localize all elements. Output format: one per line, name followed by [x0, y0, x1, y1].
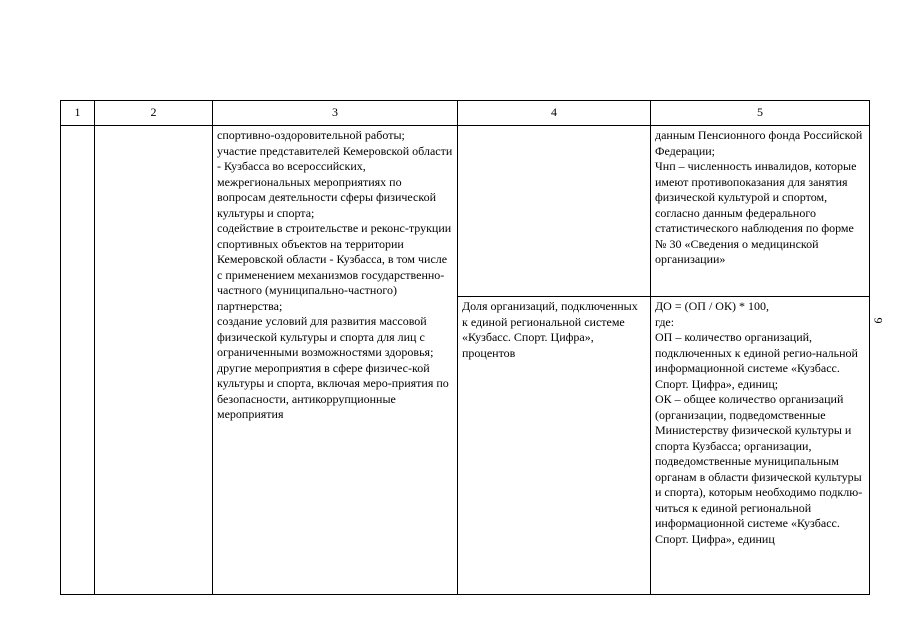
page-number: 9 [871, 317, 886, 324]
header-col-3: 3 [213, 101, 458, 126]
cell-indicator-empty [458, 126, 651, 297]
cell-activities: спортивно-оздоровительной работы; участие представителей Кемеровской области - Кузбасса во всероссийских, межрегиональных мероприятиях по вопросам деятельности сферы физической культуры и спорта; содействие в строительстве и реконс-трукции спортивных объектов на территории Кемеровской области - Кузбасса, в том числе с применением механизмов государственно-частного (муниципально-частного) партнерства; создание условий для развития массовой физической культуры и спорта для лиц с ограниченными возможностями здоровья; другие мероприятия в сфере физичес-кой культуры и спорта, включая меро-приятия по безопасности, антикоррупционные мероприятия [213, 126, 458, 595]
cell-col-1 [61, 126, 95, 595]
cell-col-2 [95, 126, 213, 595]
header-col-2: 2 [95, 101, 213, 126]
header-col-1: 1 [61, 101, 95, 126]
document-table [60, 100, 870, 595]
header-col-4: 4 [458, 101, 651, 126]
cell-indicator: Доля организаций, подключенных к единой региональной системе «Кузбасс. Спорт. Цифра», процентов [458, 297, 651, 595]
header-row [61, 101, 870, 126]
table-row [61, 126, 870, 297]
cell-method-continued: данным Пенсионного фонда Российской Федерации; Чнп – численность инвалидов, которые имеют противопоказания для занятия физической культурой и спортом, согласно данным федерального статистического наблюдения по форме № 30 «Сведения о медицинской организации» [651, 126, 870, 297]
cell-method-formula: ДО = (ОП / ОК) * 100, где: ОП – количество организаций, подключенных к единой регио-нальной информационной системе «Кузбасс. Спорт. Цифра», единиц; ОК – общее количество организаций (организации, подведомственные Министерству физической культуры и спорта Кузбасса; организации, подведомственные муниципальным органам в области физической культуры и спорта), которым необходимо подклю-читься к единой региональной информационной системе «Кузбасс. Спорт. Цифра», единиц [651, 297, 870, 595]
header-col-5: 5 [651, 101, 870, 126]
